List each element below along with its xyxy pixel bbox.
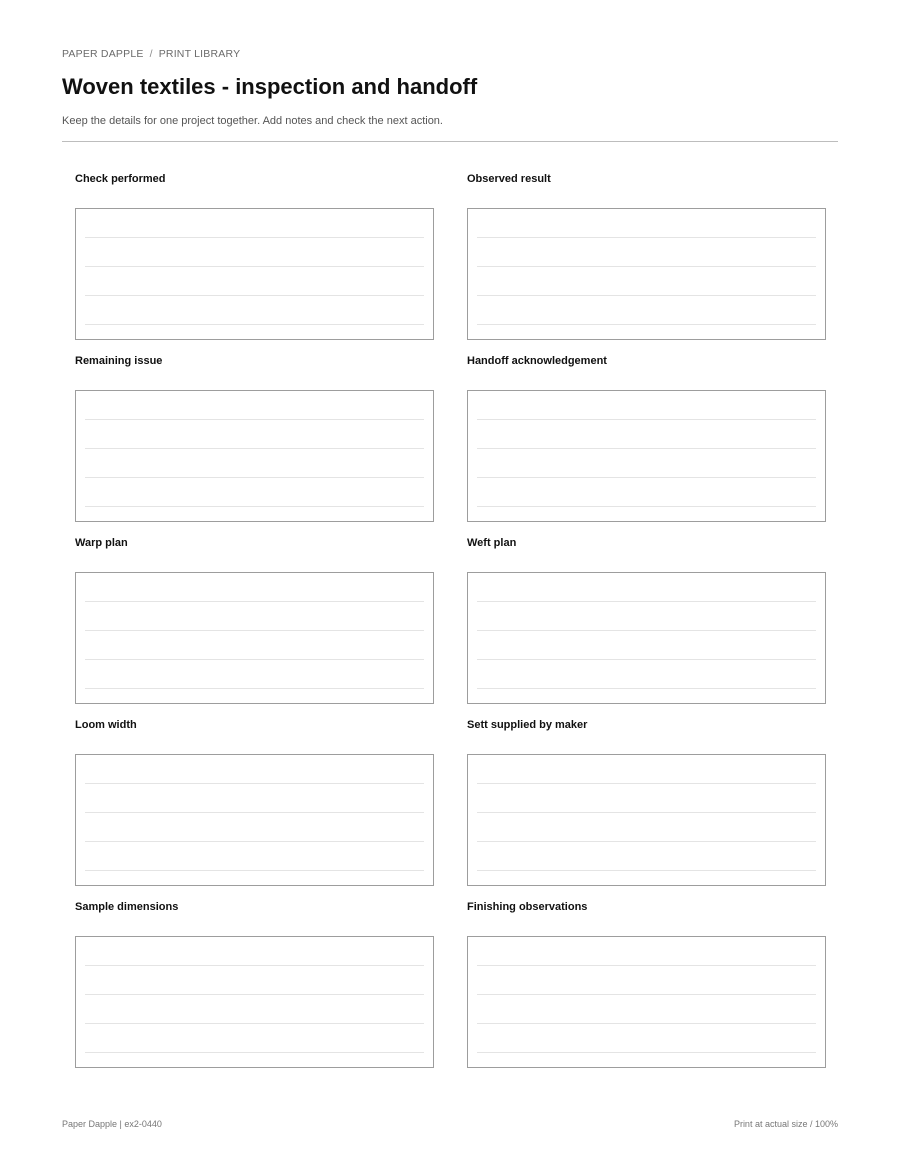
ruled-line: [85, 506, 424, 507]
field-label: Sett supplied by maker: [467, 719, 588, 731]
field-loom-width: [75, 718, 434, 886]
ruled-line: [477, 841, 816, 842]
ruled-line: [85, 237, 424, 238]
ruled-line: [477, 477, 816, 478]
breadcrumb: [62, 48, 240, 60]
ruled-line: [85, 994, 424, 995]
footer-document-id: Paper Dapple | ex2-0440: [62, 1119, 162, 1129]
notes-area[interactable]: [75, 754, 434, 886]
field-finishing-observations: [467, 900, 826, 1068]
ruled-line: [85, 1023, 424, 1024]
page-subtitle: Keep the details for one project together. Add notes and check the next action.: [62, 115, 443, 127]
notes-area[interactable]: [75, 390, 434, 522]
ruled-line: [477, 295, 816, 296]
field-warp-plan: [75, 536, 434, 704]
field-label: Finishing observations: [467, 901, 588, 913]
ruled-line: [85, 812, 424, 813]
ruled-line: [85, 266, 424, 267]
field-label: Sample dimensions: [75, 901, 179, 913]
ruled-line: [85, 659, 424, 660]
ruled-line: [477, 688, 816, 689]
field-label: Check performed: [75, 173, 166, 185]
field-label: Observed result: [467, 173, 551, 185]
ruled-line: [477, 812, 816, 813]
ruled-line: [477, 994, 816, 995]
notes-area[interactable]: [467, 208, 826, 340]
ruled-line: [85, 783, 424, 784]
ruled-line: [477, 324, 816, 325]
ruled-line: [85, 419, 424, 420]
field-sett-supplied-by-maker: [467, 718, 826, 886]
notes-area[interactable]: [467, 936, 826, 1068]
ruled-line: [477, 237, 816, 238]
ruled-line: [477, 266, 816, 267]
ruled-line: [477, 870, 816, 871]
notes-area[interactable]: [467, 390, 826, 522]
page-title: Woven textiles - inspection and handoff: [62, 74, 478, 99]
field-observed-result: [467, 172, 826, 340]
ruled-line: [477, 448, 816, 449]
notes-grid: [75, 172, 826, 1068]
field-check-performed: [75, 172, 434, 340]
ruled-line: [477, 659, 816, 660]
field-handoff-acknowledgement: [467, 354, 826, 522]
ruled-line: [85, 324, 424, 325]
field-weft-plan: [467, 536, 826, 704]
ruled-line: [85, 1052, 424, 1053]
ruled-line: [477, 506, 816, 507]
field-label: Handoff acknowledgement: [467, 355, 607, 367]
ruled-line: [477, 965, 816, 966]
field-label: Loom width: [75, 719, 137, 731]
header-divider: [62, 141, 838, 142]
ruled-line: [85, 870, 424, 871]
breadcrumb-separator: /: [149, 48, 153, 60]
notes-area[interactable]: [467, 572, 826, 704]
ruled-line: [85, 965, 424, 966]
field-label: Weft plan: [467, 537, 517, 549]
ruled-line: [477, 419, 816, 420]
ruled-line: [85, 688, 424, 689]
notes-area[interactable]: [75, 208, 434, 340]
field-sample-dimensions: [75, 900, 434, 1068]
footer-print-note: Print at actual size / 100%: [733, 1119, 838, 1129]
ruled-line: [477, 630, 816, 631]
ruled-line: [85, 841, 424, 842]
field-label: Remaining issue: [75, 355, 163, 367]
ruled-line: [85, 601, 424, 602]
notes-area[interactable]: [75, 936, 434, 1068]
ruled-line: [85, 630, 424, 631]
ruled-line: [85, 448, 424, 449]
notes-area[interactable]: [75, 572, 434, 704]
field-label: Warp plan: [75, 537, 128, 549]
breadcrumb-brand: PAPER DAPPLE: [62, 48, 144, 60]
notes-area[interactable]: [467, 754, 826, 886]
ruled-line: [477, 1023, 816, 1024]
ruled-line: [477, 601, 816, 602]
breadcrumb-section: PRINT LIBRARY: [158, 48, 241, 60]
field-remaining-issue: [75, 354, 434, 522]
ruled-line: [85, 477, 424, 478]
ruled-line: [477, 783, 816, 784]
ruled-line: [85, 295, 424, 296]
ruled-line: [477, 1052, 816, 1053]
